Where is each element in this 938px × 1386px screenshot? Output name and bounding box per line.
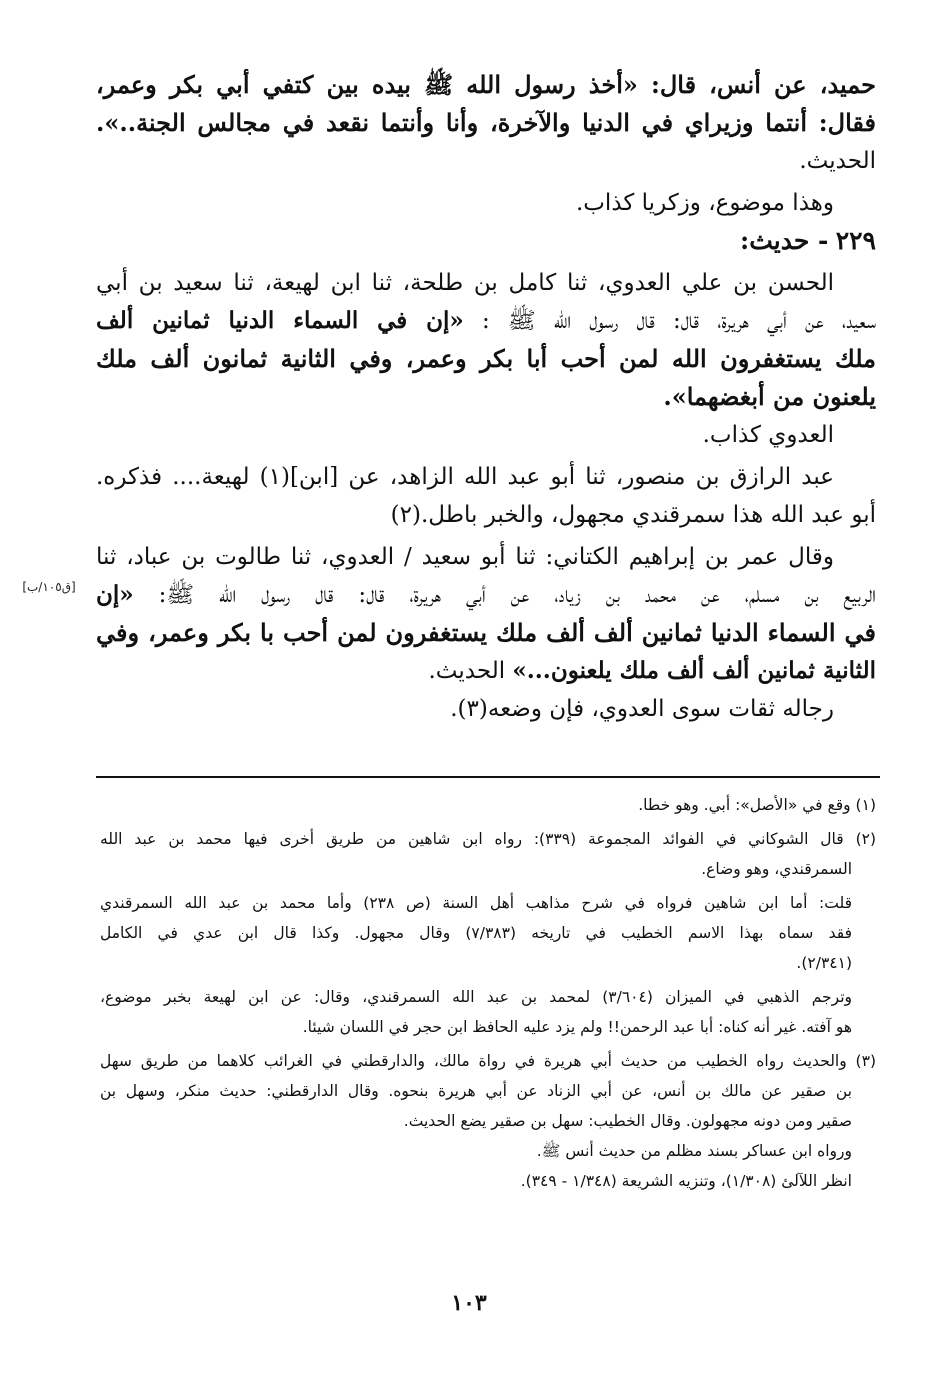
footnotes	[100, 790, 876, 1196]
text-line-16-matn: الثانية ثمانين ألف ألف ملك يلعنون...»	[512, 657, 876, 684]
footnote-separator	[96, 776, 880, 778]
footnote-2-line-6: وترجم الذهبي في الميزان (٣/٦٠٤) لمحمد بن عبد الله السمرقندي، وقال: عن ابن لهيعة بخبر موضوع،	[100, 988, 852, 1006]
footnote-3-line-2: بن صقير عن مالك بن أنس، عن أبي الزناد عن أبي هريرة بنحوه. وقال الدارقطني: حديث منكر، وسهل بن	[100, 1082, 852, 1100]
text-line-10: العدوي كذاب.	[702, 422, 834, 448]
text-line-7	[96, 302, 876, 340]
footnote-2-line-5: (٢/٣٤١).	[796, 954, 852, 972]
text-line-4: وهذا موضوع، وزكريا كذاب.	[575, 190, 834, 216]
text-line-17: رجاله ثقات سوى العدوي، فإن وضعه(٣).	[450, 696, 834, 722]
footnote-3-line-1: (٣) والحديث رواه الخطيب من حديث أبي هريرة في رواة مالك، والدارقطني في الغرائب كلاهما من طريق سهل	[100, 1052, 876, 1070]
footnote-2-line-3: قلت: أما ابن شاهين فرواه في شرح مذاهب أهل السنة (ص ٢٣٨) وأما محمد بن عبد الله السمرقندي	[100, 894, 852, 912]
main-text	[96, 66, 876, 728]
page-number: ١٠٣	[451, 1290, 487, 1316]
footnote-3-line-5: انظر اللآلئ (١/٣٠٨)، وتنزيه الشريعة (١/٣٤٨ - ٣٤٩).	[520, 1172, 852, 1190]
text-line-14-isnad: الربيع بن مسلم، عن محمد بن زياد، عن أبي هريرة، قال: قال رسول الله ﷺ:	[158, 582, 876, 608]
text-line-14-matn: «إن	[96, 581, 134, 608]
text-line-2: فقال: أنتما وزيراي في الدنيا والآخرة، وأنا وأنتما نقعد في مجالس الجنة..».	[96, 108, 876, 137]
text-line-16-end: الحديث.	[428, 658, 506, 684]
text-line-7-matn: «إن في السماء الدنيا ثمانين ألف	[96, 307, 464, 334]
hadith-number: ٢٢٩	[835, 226, 876, 255]
hadith-label: - حديث:	[739, 226, 829, 255]
text-line-9: يلعنون من أبغضهما».	[663, 382, 876, 411]
text-line-16	[96, 652, 876, 690]
text-line-14	[96, 576, 876, 614]
text-line-3: الحديث.	[799, 148, 876, 174]
text-line-6: الحسن بن علي العدوي، ثنا كامل بن طلحة، ثنا ابن لهيعة، ثنا سعيد بن أبي	[96, 270, 834, 296]
text-line-12: أبو عبد الله هذا سمرقندي مجهول، والخبر باطل.(٢)	[390, 502, 876, 528]
text-line-13: وقال عمر بن إبراهيم الكتاني: ثنا أبو سعيد / العدوي، ثنا طالوت بن عباد، ثنا	[96, 544, 834, 570]
text-line-8: ملك يستغفرون الله لمن أحب أبا بكر وعمر، وفي الثانية ثمانون ألف ملك	[96, 344, 876, 373]
footnote-2-line-7: هو آفته. غير أنه كناه: أبا عبد الرحمن!! ولم يزد عليه الحافظ ابن حجر في اللسان شيئا.	[302, 1018, 852, 1036]
manuscript-folio-marker: [ق١٠٥/ب]	[22, 580, 76, 594]
text-line-1: حميد، عن أنس، قال: «أخذ رسول الله ﷺ بيده بين كتفي أبي بكر وعمر،	[96, 70, 876, 99]
text-line-15: في السماء الدنيا ثمانين ألف ألف ملك يستغفرون لمن أحب با بكر وعمر، وفي	[96, 618, 876, 647]
hadith-heading	[96, 222, 876, 260]
footnote-3-line-3: صقير ومن دونه مجهولون. وقال الخطيب: سهل بن صقير يضع الحديث.	[403, 1112, 852, 1130]
text-line-11: عبد الرازق بن منصور، ثنا أبو عبد الله الزاهد، عن [ابن](١) لهيعة.... فذكره.	[96, 464, 834, 490]
footnote-3-line-4: ورواه ابن عساكر بسند مظلم من حديث أنس ﷺ.	[536, 1142, 852, 1160]
text-line-7-isnad: سعيد، عن أبي هريرة، قال: قال رسول الله ﷺ :	[481, 308, 876, 334]
footnote-2-line-1: (٢) قال الشوكاني في الفوائد المجموعة (٣٣٩): رواه ابن شاهين من طريق أخرى فيها محمد بن عبد الله	[100, 830, 876, 848]
footnote-1: (١) وقع في «الأصل»: أبي. وهو خطا.	[638, 796, 876, 814]
footnote-2-line-2: السمرقندي، وهو وضاع.	[701, 860, 852, 878]
footnote-2-line-4: فقد سماه بهذا الاسم الخطيب في تاريخه (٧/٣٨٣) وقال مجهول. وكذا قال ابن عدي في الكامل	[100, 924, 852, 942]
